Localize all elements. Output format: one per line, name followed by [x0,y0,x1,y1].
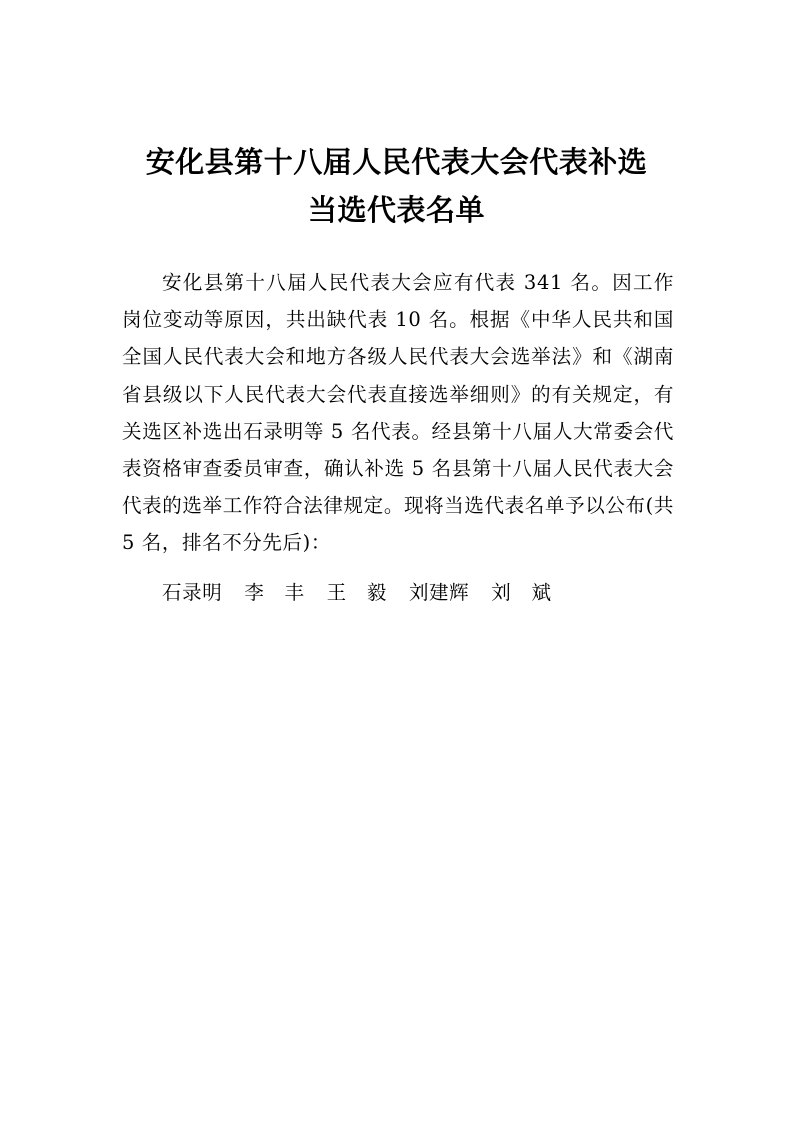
elected-name: 刘 斌 [491,581,552,604]
announcement-paragraph: 安化县第十八届人民代表大会应有代表 341 名。因工作岗位变动等原因，共出缺代表 10 名。根据《中华人民共和国全国人民代表大会和地方各级人民代表大会选举法》和《湖南省县级以下人民代表大会代表直接选举细则》的有关规定，有关选区补选出石录明等 5 名代表。经县第十八届人大常委会代表资格审查委员审查，确认补选 5 名县第十八届人民代表大会代表的选举工作符合法律规定。现将当选代表名单予以公布(共 5 名，排名不分先后)： [122,271,674,555]
elected-names-list [162,574,552,611]
document-title-line-1: 安化县第十八届人民代表大会代表补选 [145,145,648,179]
elected-name: 石录明 [162,581,223,604]
document-title-line-2: 当选代表名单 [307,193,485,227]
elected-name: 刘建辉 [408,581,470,604]
elected-name: 王 毅 [326,581,387,604]
elected-name: 李 丰 [244,581,305,604]
